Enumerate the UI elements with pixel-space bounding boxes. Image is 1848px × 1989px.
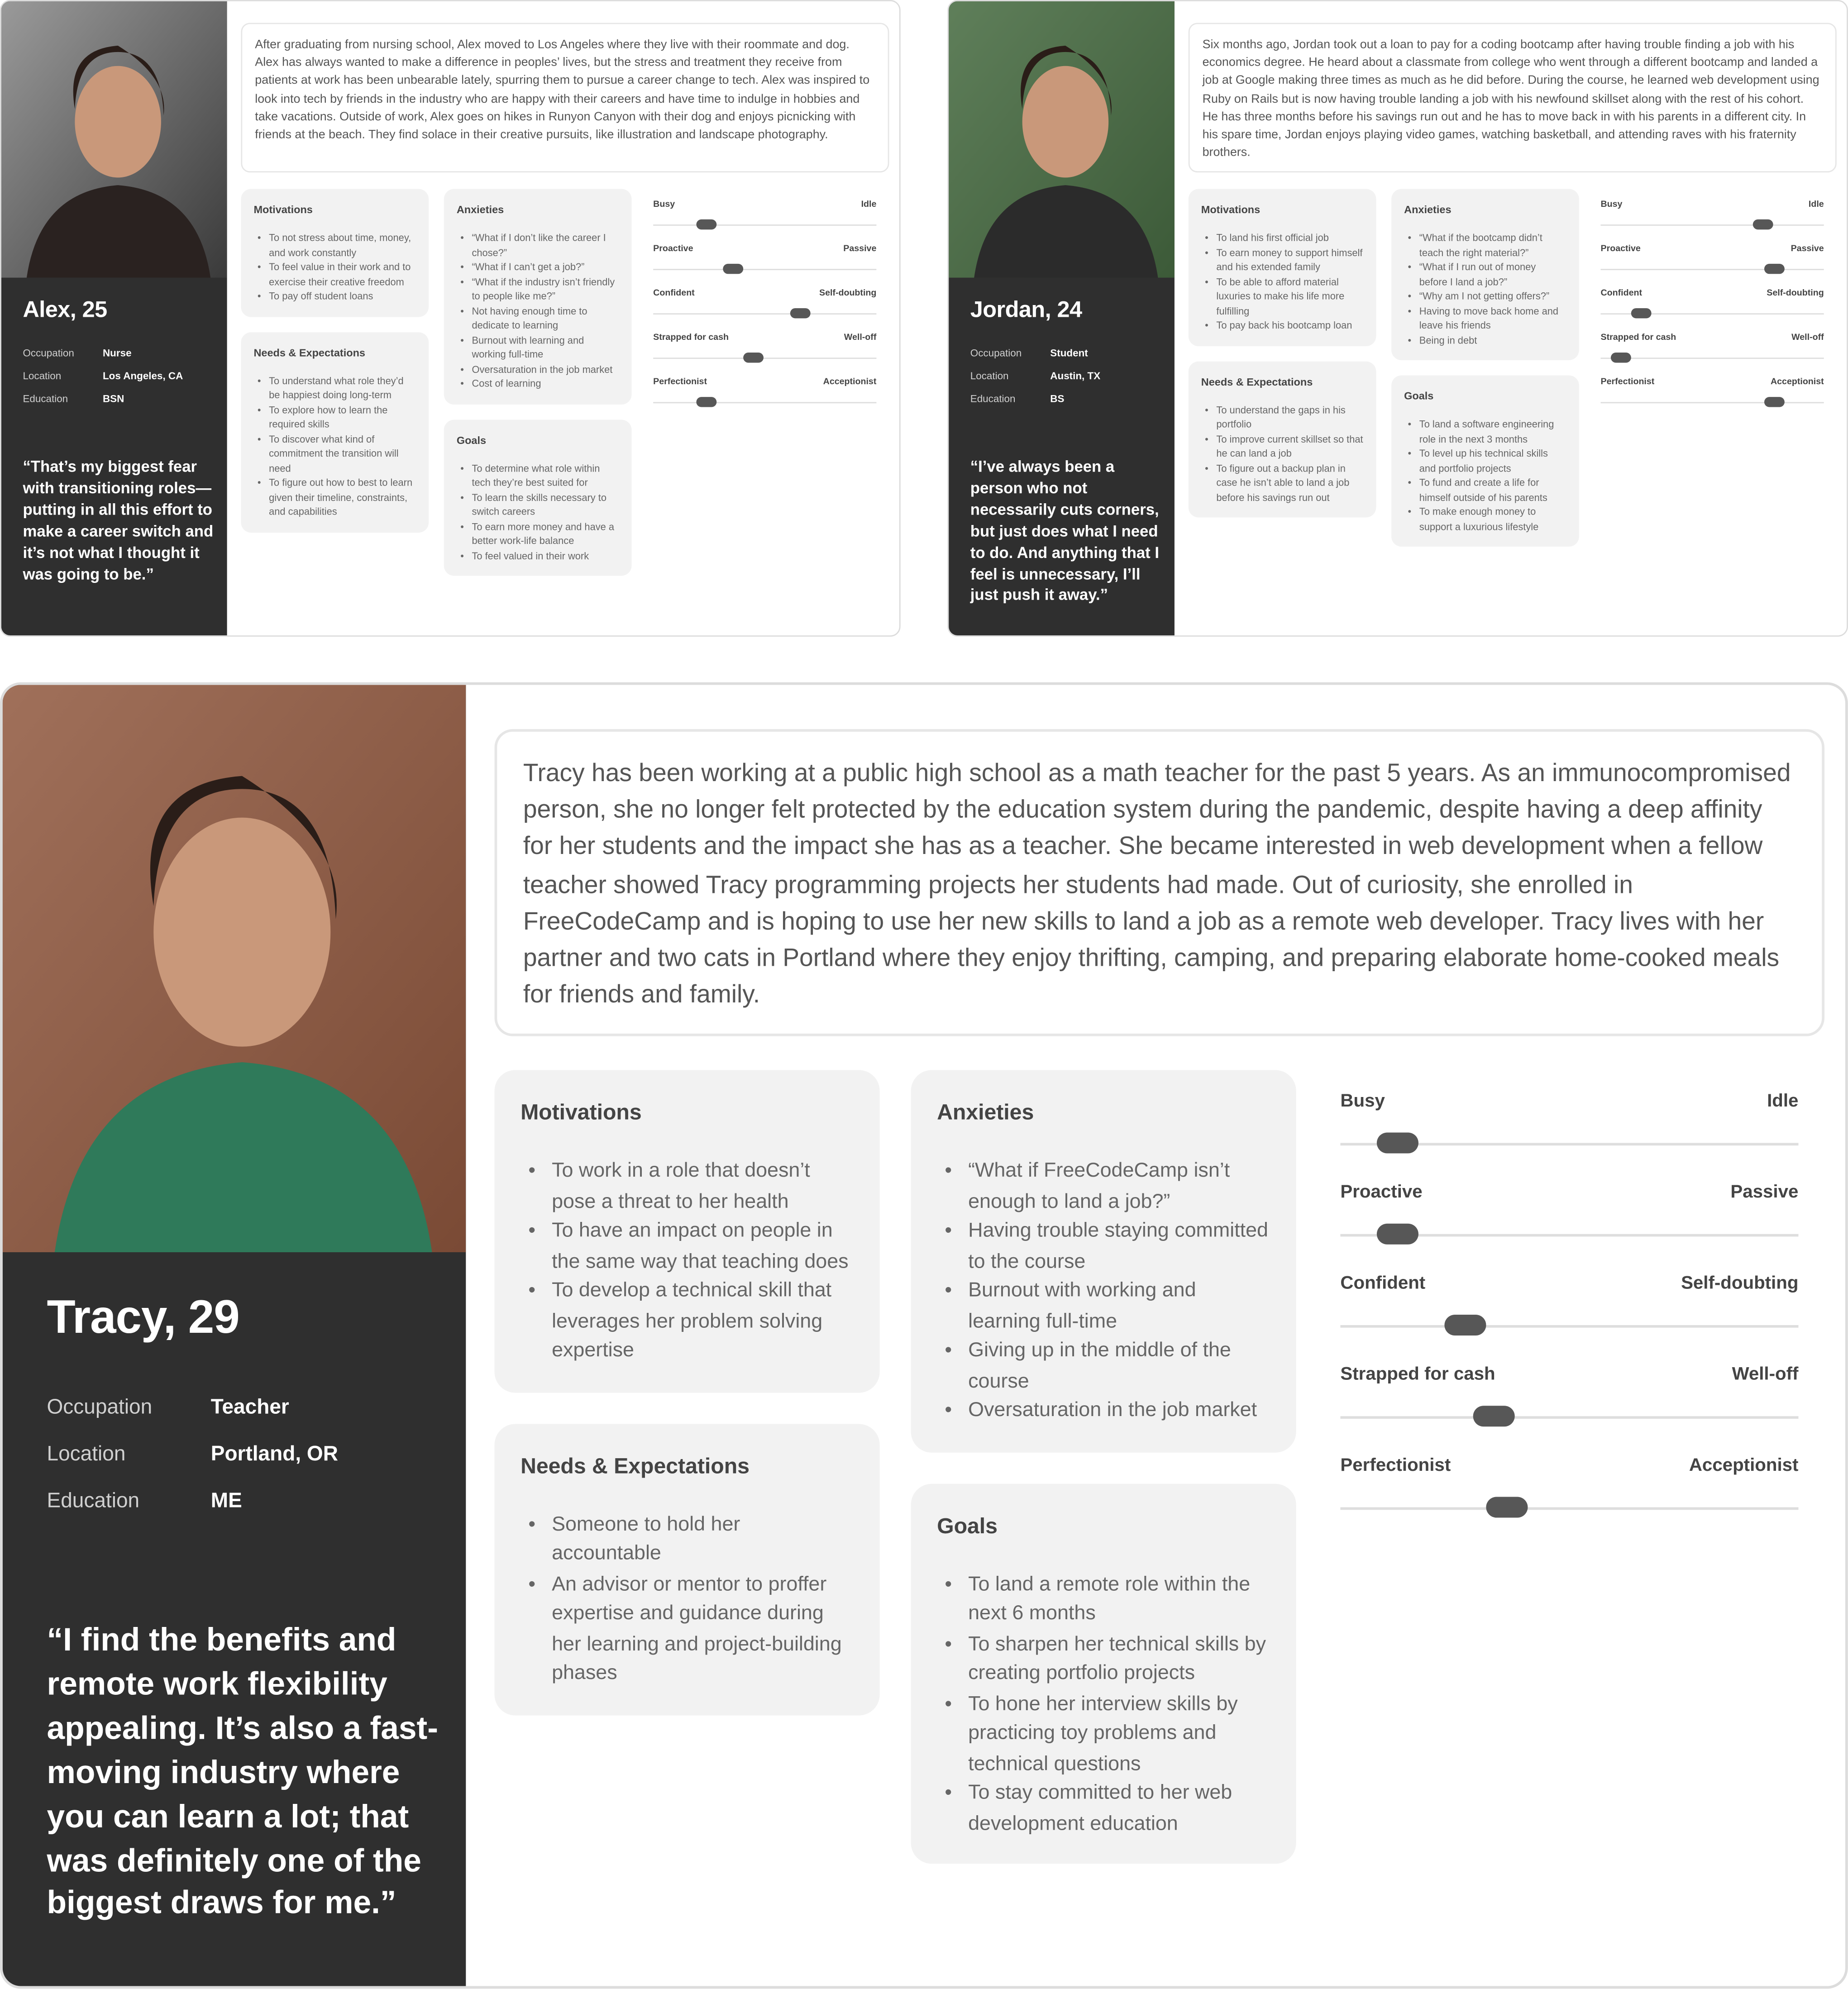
list-item: • To land a software engineering role in the next 3 months xyxy=(1404,417,1566,446)
detail-row xyxy=(47,1442,338,1489)
list-item: • An advisor or mentor to proffer expertise and guidance during her learning and project-building phases xyxy=(520,1569,854,1689)
slider-labels xyxy=(1340,1458,1798,1476)
slider-labels xyxy=(1340,1276,1798,1294)
trait-slider xyxy=(1340,1093,1798,1184)
slider-right-label: Idle xyxy=(1808,200,1824,210)
section-title: Goals xyxy=(937,1511,998,1537)
list-item: • To level up his technical skills and portfolio projects xyxy=(1404,446,1566,475)
slider-thumb xyxy=(723,264,744,274)
slider-thumb xyxy=(1446,1315,1487,1336)
trait-slider xyxy=(1340,1367,1798,1458)
persona-bio: After graduating from nursing school, Alex moved to Los Angeles where they live with their roommate and dog. Alex has always wanted to make a difference in peoples’ lives, but the stress and treatment they receive from patients at work has been unbearable lately, spurring them to pursue a career change to tech. Alex was inspired to look into tech by friends in the industry who are happy with their careers and have time to indulge in hobbies and take vacations. Outside of work, Alex goes on hikes in Runyon Canyon with their dog and enjoys picnicking with friends at the beach. They find solace in their creative pursuits, like illustration and landscape photography. xyxy=(241,23,889,172)
section-title: Goals xyxy=(1404,389,1434,402)
detail-row xyxy=(970,348,1100,370)
persona-details xyxy=(23,348,183,416)
list-item: • To figure out how to best to learn given their timeline, constraints, and capabilities xyxy=(253,476,416,520)
slider-labels xyxy=(1340,1093,1798,1111)
persona-card xyxy=(0,0,901,637)
trait-slider xyxy=(653,200,876,245)
list-item: • “What if FreeCodeCamp isn’t enough to land a job?” xyxy=(937,1156,1270,1216)
left-column xyxy=(495,1070,880,1714)
detail-row xyxy=(970,370,1100,393)
left-column xyxy=(1189,189,1376,518)
list-item: • “What if I don’t like the career I chose?” xyxy=(457,231,619,260)
slider-track xyxy=(1601,358,1824,359)
persona-name: Tracy, 29 xyxy=(47,1291,239,1344)
slider-left-label: Busy xyxy=(1340,1093,1385,1112)
slider-labels xyxy=(1340,1367,1798,1385)
slider-right-label: Well-off xyxy=(1732,1366,1799,1385)
detail-value: Portland, OR xyxy=(210,1442,338,1466)
list-item: • Not having enough time to dedicate to learning xyxy=(457,304,619,333)
detail-label: Education xyxy=(970,393,1016,405)
slider-track xyxy=(653,224,876,226)
slider-left-label: Strapped for cash xyxy=(653,334,729,343)
slider-labels xyxy=(653,334,876,343)
detail-value: Los Angeles, CA xyxy=(102,370,183,382)
detail-label: Occupation xyxy=(47,1395,153,1419)
slider-right-label: Passive xyxy=(843,244,877,254)
slider-track xyxy=(653,269,876,270)
list-item: • To pay back his bootcamp loan xyxy=(1201,318,1364,333)
list-item: • “Why am I not getting offers?” xyxy=(1404,289,1566,304)
list-item: • To understand the gaps in his portfolio xyxy=(1201,403,1364,432)
detail-value: Nurse xyxy=(102,347,132,359)
persona-card xyxy=(947,0,1848,637)
list-item: • To sharpen her technical skills by creating portfolio projects xyxy=(937,1628,1270,1688)
persona-details xyxy=(970,348,1100,416)
detail-label: Education xyxy=(47,1489,140,1512)
list-item: • To understand what role they’d be happiest doing long-term xyxy=(253,373,416,402)
section-list xyxy=(1404,231,1566,348)
middle-column xyxy=(444,189,632,576)
list-item: • Having trouble staying committed to the course xyxy=(937,1216,1270,1275)
section-list xyxy=(253,373,416,519)
slider-labels xyxy=(653,245,876,254)
persona-name: Jordan, 24 xyxy=(970,296,1082,322)
list-item: • To be able to afford material luxuries to make his life more fulfilling xyxy=(1201,275,1364,319)
list-item: • To discover what kind of commitment the transition will need xyxy=(253,432,416,476)
slider-thumb xyxy=(790,308,811,318)
section-title: Motivations xyxy=(520,1098,642,1125)
slider-track xyxy=(1601,269,1824,270)
list-item: • To hone her interview skills by practicing toy problems and technical questions xyxy=(937,1688,1270,1778)
middle-column xyxy=(1391,189,1579,547)
list-item: • “What if the bootcamp didn’t teach the right material?” xyxy=(1404,231,1566,260)
slider-track xyxy=(653,402,876,403)
list-item: • “What if I run out of money before I land a job?” xyxy=(1404,260,1566,289)
list-item: • To determine what role within tech they’re best suited for xyxy=(457,461,619,490)
list-item: • To work in a role that doesn’t pose a threat to her health xyxy=(520,1156,854,1216)
trait-slider xyxy=(1601,334,1824,378)
trait-slider xyxy=(1601,200,1824,245)
section-goals xyxy=(444,419,632,576)
trait-sliders xyxy=(1340,1093,1798,1549)
detail-row xyxy=(47,1489,338,1536)
section-motivations xyxy=(1189,189,1376,346)
section-title: Goals xyxy=(456,433,487,446)
section-title: Motivations xyxy=(253,203,313,216)
slider-right-label: Passive xyxy=(1791,244,1824,254)
trait-slider xyxy=(1601,378,1824,422)
list-item: • To not stress about time, money, and work constantly xyxy=(253,231,416,260)
section-list xyxy=(520,1508,854,1688)
list-item: • To have an impact on people in the same way that teaching does xyxy=(520,1216,854,1275)
section-list xyxy=(1201,231,1364,333)
list-item: • To make enough money to support a luxurious lifestyle xyxy=(1404,505,1566,534)
list-item: • Having to move back home and leave his friends xyxy=(1404,304,1566,333)
left-column xyxy=(241,189,429,532)
section-goals xyxy=(911,1483,1296,1864)
persona-bio: Tracy has been working at a public high school as a math teacher for the past 5 years. As an immunocompromised person, she no longer felt protected by the education system during the pandemic, despite having a deep affinity for her students and the impact she has as a teacher. She became interested in web development when a fellow teacher showed Tracy programming projects her students had made. Out of curiosity, she enrolled in FreeCodeCamp and is hoping to use her new skills to land a job as a remote web developer. Tracy lives with her partner and two cats in Portland where they enjoy thrifting, camping, and preparing elaborate home-cooked meals for friends and family. xyxy=(495,729,1824,1036)
slider-right-label: Passive xyxy=(1730,1184,1799,1203)
section-title: Needs & Expectations xyxy=(253,345,365,358)
list-item: • Burnout with working and learning full-time xyxy=(937,1276,1270,1336)
slider-right-label: Self-doubting xyxy=(1681,1275,1799,1294)
list-item: • To feel valued in their work xyxy=(457,549,619,563)
portrait-image xyxy=(3,685,466,1252)
slider-left-label: Perfectionist xyxy=(1340,1458,1451,1476)
detail-row xyxy=(47,1395,338,1442)
slider-thumb xyxy=(697,397,717,407)
list-item: • To land his first official job xyxy=(1201,231,1364,245)
list-item: • To land a remote role within the next 6 months xyxy=(937,1569,1270,1628)
detail-value: BSN xyxy=(102,393,124,405)
portrait-image xyxy=(1,1,227,278)
section-motivations xyxy=(241,189,429,317)
slider-right-label: Well-off xyxy=(844,334,877,343)
trait-slider xyxy=(1601,245,1824,289)
slider-labels xyxy=(653,200,876,210)
list-item: • To pay off student loans xyxy=(253,289,416,304)
list-item: • Being in debt xyxy=(1404,333,1566,348)
list-item: • Oversaturation in the job market xyxy=(937,1395,1270,1425)
trait-slider xyxy=(653,289,876,334)
slider-right-label: Acceptionist xyxy=(1689,1458,1799,1476)
list-item: • To develop a technical skill that leverages her problem solving expertise xyxy=(520,1276,854,1365)
profile-panel xyxy=(1,1,227,635)
slider-track xyxy=(1601,402,1824,403)
slider-left-label: Strapped for cash xyxy=(1340,1366,1495,1385)
persona-bio: Six months ago, Jordan took out a loan to pay for a coding bootcamp after having trouble finding a job with his economics degree. He heard about a classmate from college who went through a different bootcamp and landed a job at Google making three times as much as he did before. During the course, he learned web development using Ruby on Rails but is now having trouble landing a job with his newfound skillset along with the rest of his cohort. He has three months before his savings run out and he has to move back in with his parents in a different city. In his spare time, Jordan enjoys playing video games, watching basketball, and attending raves with his fraternity brothers. xyxy=(1189,23,1837,172)
section-goals xyxy=(1391,375,1579,546)
slider-labels xyxy=(653,289,876,298)
detail-value: Austin, TX xyxy=(1050,370,1101,382)
slider-thumb xyxy=(744,353,764,363)
section-list xyxy=(457,231,619,391)
persona-quote: “That’s my biggest fear with transitioning roles—putting in all this effort to make a career switch and it’s not what I thought it was going to be.” xyxy=(23,458,214,583)
slider-thumb xyxy=(1765,264,1785,274)
list-item: • To earn money to support himself and his extended family xyxy=(1201,245,1364,274)
list-item: • To learn the skills necessary to switch careers xyxy=(457,490,619,519)
trait-slider xyxy=(1601,289,1824,334)
slider-labels xyxy=(1601,334,1824,343)
list-item: • Oversaturation in the job market xyxy=(457,362,619,377)
persona-name: Alex, 25 xyxy=(23,296,107,322)
list-item: • Giving up in the middle of the course xyxy=(937,1336,1270,1395)
slider-labels xyxy=(1340,1184,1798,1202)
slider-labels xyxy=(1601,378,1824,387)
slider-thumb xyxy=(1765,397,1785,407)
section-anxieties xyxy=(444,189,632,404)
middle-column xyxy=(911,1070,1296,1864)
detail-row xyxy=(970,393,1100,416)
list-item: • To figure out a backup plan in case he isn’t able to land a job before his savings run out xyxy=(1201,461,1364,505)
section-list xyxy=(253,231,416,304)
section-list xyxy=(520,1156,854,1365)
slider-right-label: Idle xyxy=(861,200,877,210)
slider-right-label: Acceptionist xyxy=(1770,378,1824,387)
slider-right-label: Acceptionist xyxy=(823,378,877,387)
section-needs xyxy=(495,1423,880,1714)
persona-card xyxy=(0,682,1848,1989)
slider-thumb xyxy=(697,219,717,229)
detail-row xyxy=(23,370,183,393)
slider-thumb xyxy=(1487,1497,1528,1517)
detail-label: Location xyxy=(23,370,62,382)
slider-track xyxy=(1340,1416,1798,1419)
section-title: Needs & Expectations xyxy=(520,1451,750,1478)
slider-left-label: Strapped for cash xyxy=(1600,334,1676,343)
slider-left-label: Perfectionist xyxy=(653,378,707,387)
detail-row xyxy=(23,348,183,370)
profile-panel xyxy=(949,1,1175,635)
detail-label: Occupation xyxy=(970,347,1022,359)
list-item: • Burnout with learning and working full-time xyxy=(457,333,619,362)
slider-left-label: Perfectionist xyxy=(1600,378,1655,387)
profile-photo xyxy=(949,1,1175,278)
slider-right-label: Well-off xyxy=(1791,334,1824,343)
persona-quote: “I’ve always been a person who not necessarily cuts corners, but just does what I need to do. And anything that I feel is unnecessary, I’ll just push it away.” xyxy=(970,458,1160,605)
slider-right-label: Self-doubting xyxy=(1767,289,1824,298)
trait-sliders xyxy=(653,200,876,422)
persona-details xyxy=(47,1395,338,1536)
detail-label: Location xyxy=(47,1442,126,1466)
list-item: • To earn more money and have a better work-life balance xyxy=(457,520,619,549)
list-item: • Cost of learning xyxy=(457,377,619,391)
slider-thumb xyxy=(1753,219,1774,229)
section-motivations xyxy=(495,1070,880,1391)
slider-thumb xyxy=(1377,1224,1418,1245)
section-list xyxy=(1201,403,1364,505)
detail-value: BS xyxy=(1050,393,1065,405)
detail-label: Location xyxy=(970,370,1009,382)
slider-thumb xyxy=(1377,1132,1418,1153)
list-item: • To improve current skillset so that he can land a job xyxy=(1201,432,1364,461)
section-list xyxy=(1404,417,1566,534)
slider-thumb xyxy=(1610,353,1631,363)
list-item: • To explore how to learn the required skills xyxy=(253,403,416,432)
slider-track xyxy=(653,358,876,359)
section-anxieties xyxy=(1391,189,1579,360)
slider-labels xyxy=(653,378,876,387)
list-item: • Someone to hold her accountable xyxy=(520,1508,854,1568)
slider-left-label: Busy xyxy=(1600,200,1623,210)
section-anxieties xyxy=(911,1070,1296,1451)
trait-slider xyxy=(653,334,876,378)
trait-slider xyxy=(1340,1184,1798,1275)
trait-slider xyxy=(653,378,876,422)
section-title: Anxieties xyxy=(937,1098,1034,1125)
detail-value: ME xyxy=(210,1489,242,1512)
trait-slider xyxy=(1340,1458,1798,1549)
profile-photo xyxy=(1,1,227,278)
persona-quote: “I find the benefits and remote work flexibility appealing. It’s also a fast-moving industry where you can learn a lot; that was definitely one of the biggest draws for me.” xyxy=(47,1622,439,1922)
slider-track xyxy=(1601,224,1824,226)
slider-left-label: Proactive xyxy=(1340,1184,1423,1203)
slider-right-label: Idle xyxy=(1767,1093,1799,1112)
slider-left-label: Busy xyxy=(653,200,675,210)
list-item: • To stay committed to her web development education xyxy=(937,1778,1270,1838)
trait-sliders xyxy=(1601,200,1824,422)
slider-track xyxy=(653,313,876,315)
slider-left-label: Proactive xyxy=(1600,244,1641,254)
detail-value: Teacher xyxy=(210,1395,289,1419)
slider-labels xyxy=(1601,289,1824,298)
list-item: • To feel value in their work and to exercise their creative freedom xyxy=(253,260,416,289)
list-item: • To fund and create a life for himself outside of his parents xyxy=(1404,476,1566,505)
profile-panel xyxy=(3,685,466,1986)
slider-left-label: Confident xyxy=(653,289,695,298)
list-item: • “What if the industry isn’t friendly to people like me?” xyxy=(457,275,619,304)
detail-row xyxy=(23,393,183,416)
detail-value: Student xyxy=(1050,347,1088,359)
section-list xyxy=(457,461,619,563)
detail-label: Education xyxy=(23,393,68,405)
trait-slider xyxy=(1340,1276,1798,1367)
portrait-image xyxy=(949,1,1175,278)
section-needs xyxy=(1189,361,1376,517)
section-title: Motivations xyxy=(1201,203,1261,216)
section-list xyxy=(937,1156,1270,1425)
detail-label: Occupation xyxy=(23,347,74,359)
section-title: Needs & Expectations xyxy=(1201,375,1313,388)
slider-track xyxy=(1340,1325,1798,1328)
trait-slider xyxy=(653,245,876,289)
slider-thumb xyxy=(1631,308,1651,318)
slider-left-label: Confident xyxy=(1340,1275,1426,1294)
section-title: Anxieties xyxy=(1404,203,1452,216)
section-list xyxy=(937,1569,1270,1838)
section-title: Anxieties xyxy=(456,203,504,216)
slider-track xyxy=(1340,1507,1798,1510)
slider-left-label: Confident xyxy=(1600,289,1643,298)
slider-left-label: Proactive xyxy=(653,244,693,254)
section-needs xyxy=(241,332,429,532)
slider-labels xyxy=(1601,245,1824,254)
slider-thumb xyxy=(1473,1406,1514,1426)
list-item: • “What if I can’t get a job?” xyxy=(457,260,619,274)
profile-photo xyxy=(3,685,466,1252)
slider-right-label: Self-doubting xyxy=(819,289,877,298)
slider-labels xyxy=(1601,200,1824,210)
